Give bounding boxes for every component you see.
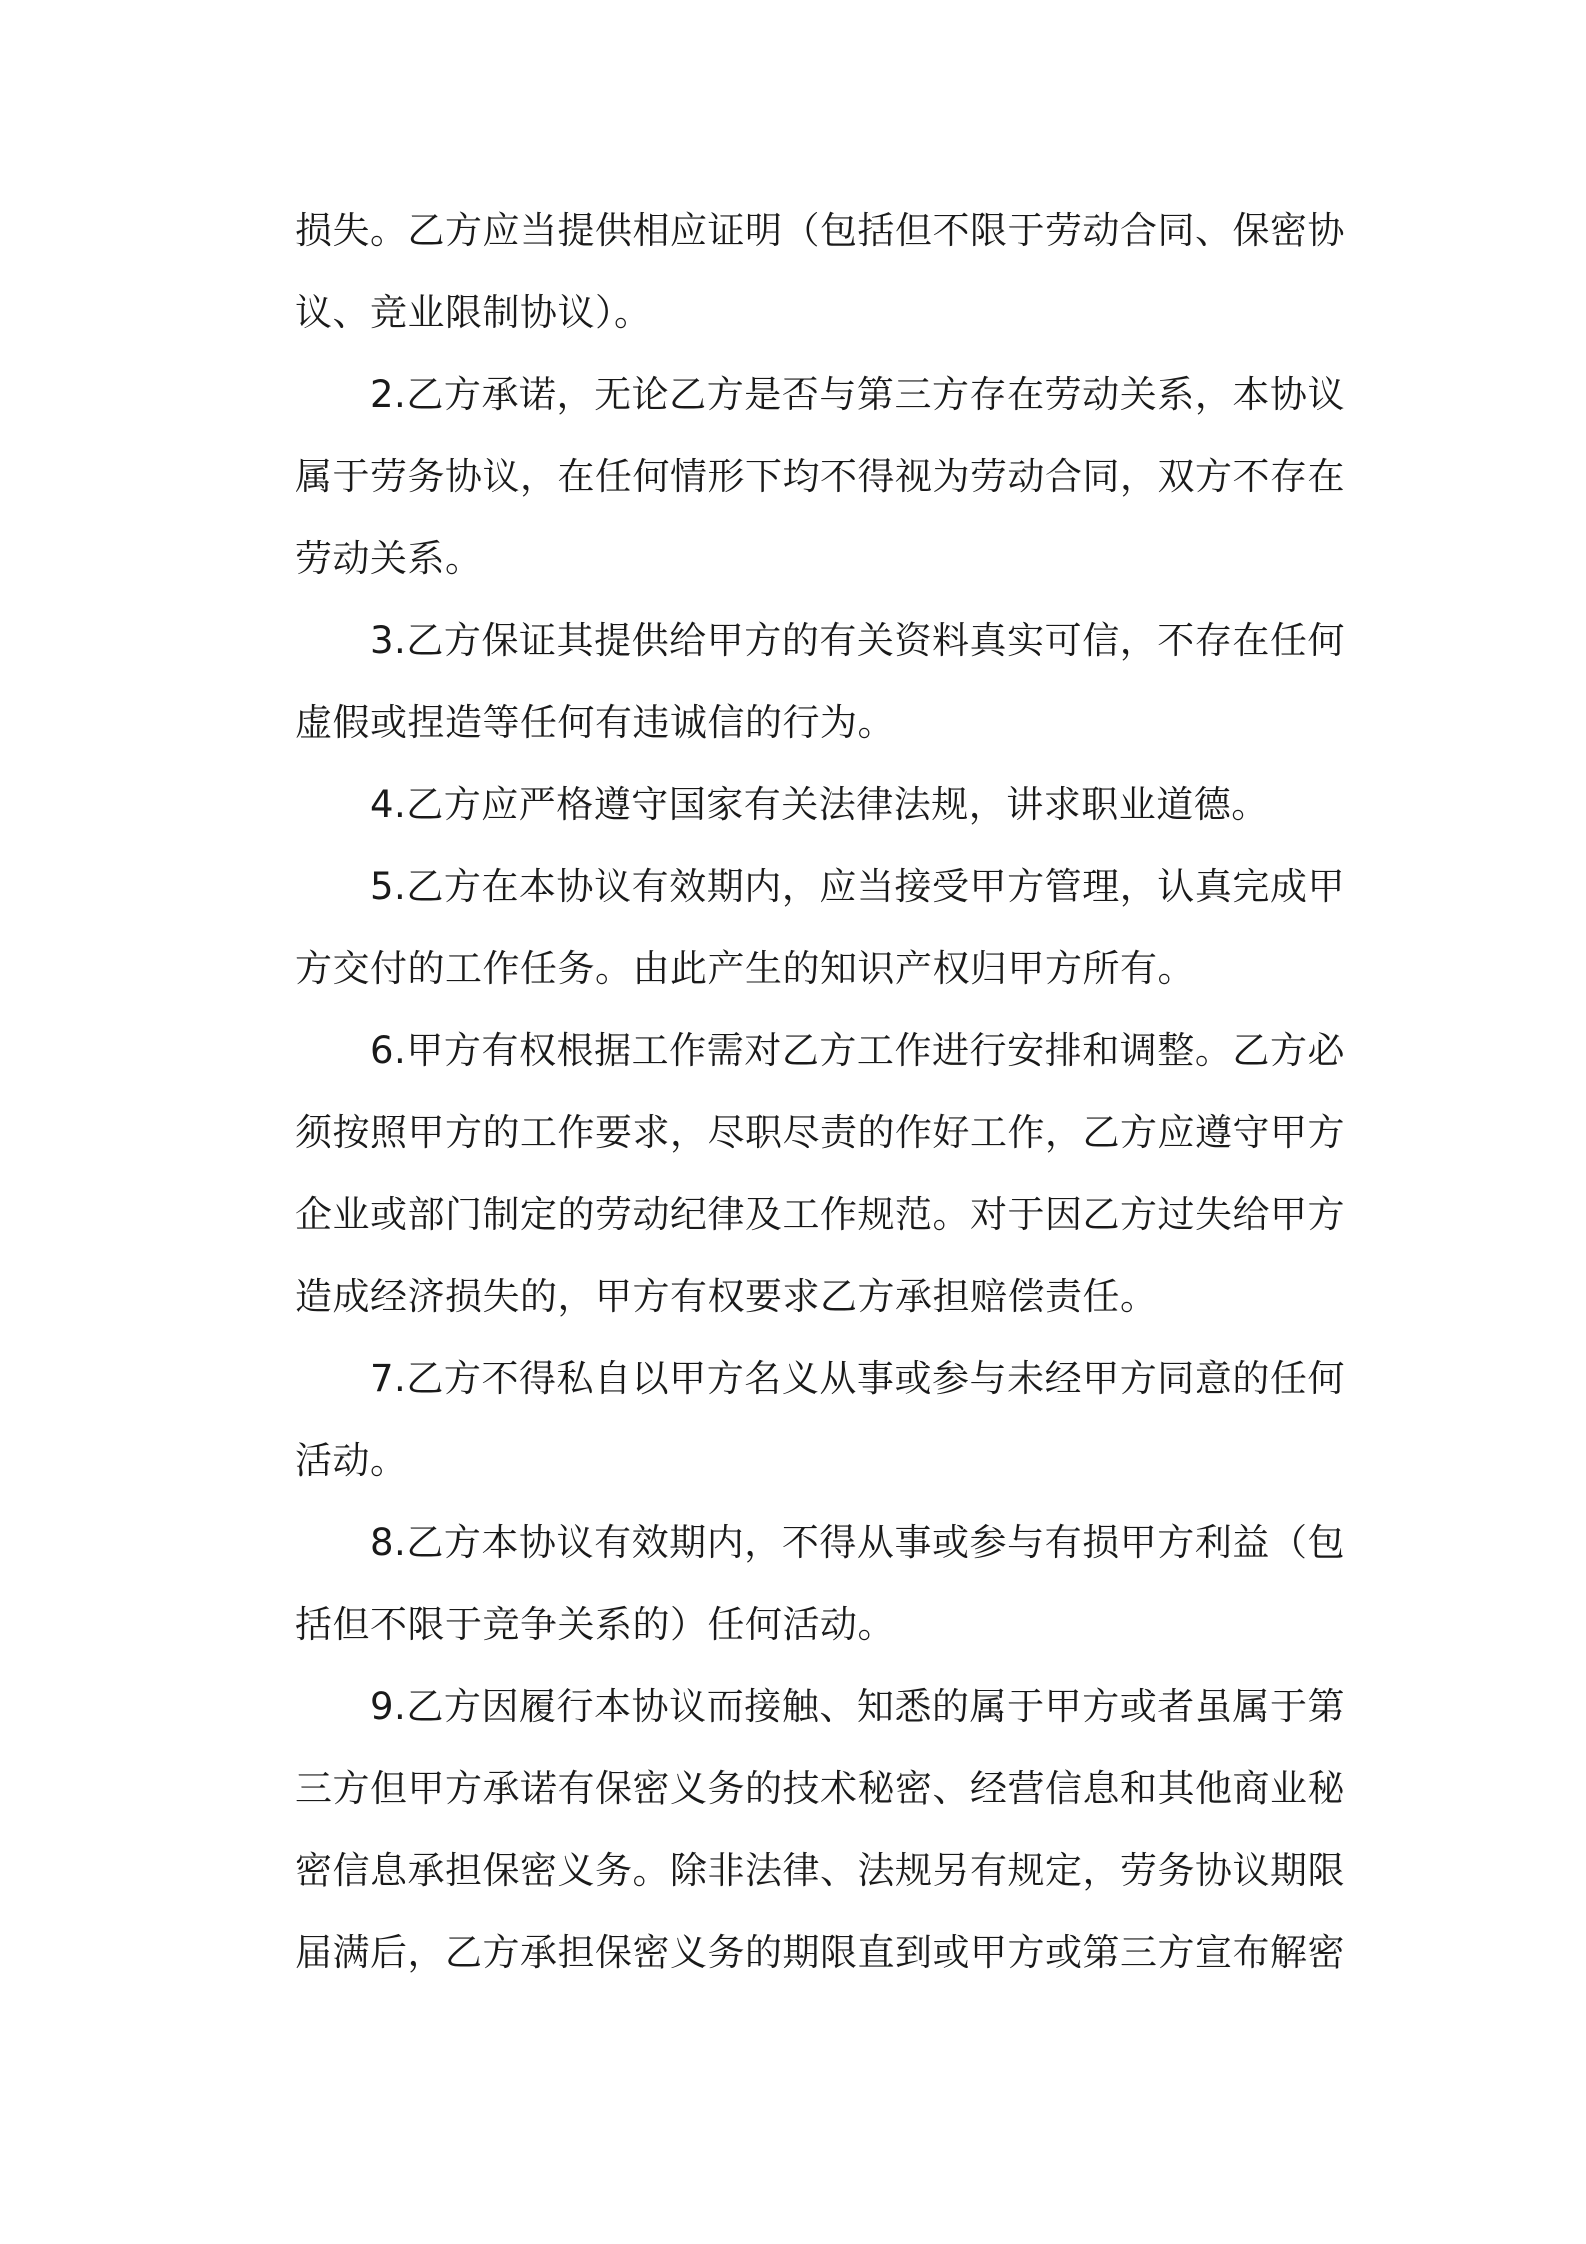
paragraph-6: 6.甲方有权根据工作需对乙方工作进行安排和调整。乙方必须按照甲方的工作要求，尽职尽责的作好工作，乙方应遵守甲方企业或部门制定的劳动纪律及工作规范。对于因乙方过失给甲方造成经济损失的，甲方有权要求乙方承担赔偿责任。 (295, 1029, 1345, 1318)
paragraph-3: 3.乙方保证其提供给甲方的有关资料真实可信，不存在任何虚假或捏造等任何有违诚信的行为。 (295, 619, 1345, 744)
paragraph-9: 9.乙方因履行本协议而接触、知悉的属于甲方或者虽属于第三方但甲方承诺有保密义务的技术秘密、经营信息和其他商业秘密信息承担保密义务。除非法律、法规另有规定，劳务协议期限届满后，乙方承担保密义务的期限直到或甲方或第三方宣布解密 (295, 1685, 1345, 1974)
paragraph-7: 7.乙方不得私自以甲方名义从事或参与未经甲方同意的任何活动。 (295, 1357, 1345, 1482)
document-page (295, 190, 1345, 1994)
paragraph-5: 5.乙方在本协议有效期内，应当接受甲方管理，认真完成甲方交付的工作任务。由此产生的知识产权归甲方所有。 (295, 865, 1345, 990)
paragraph-4: 4.乙方应严格遵守国家有关法律法规，讲求职业道德。 (370, 783, 1269, 826)
paragraph-8: 8.乙方本协议有效期内，不得从事或参与有损甲方利益（包括但不限于竞争关系的）任何活动。 (295, 1521, 1345, 1646)
paragraph-2: 2.乙方承诺，无论乙方是否与第三方存在劳动关系，本协议属于劳务协议，在任何情形下均不得视为劳动合同，双方不存在劳动关系。 (295, 373, 1345, 580)
paragraph-1: 损失。乙方应当提供相应证明（包括但不限于劳动合同、保密协议、竞业限制协议）。 (295, 209, 1345, 334)
